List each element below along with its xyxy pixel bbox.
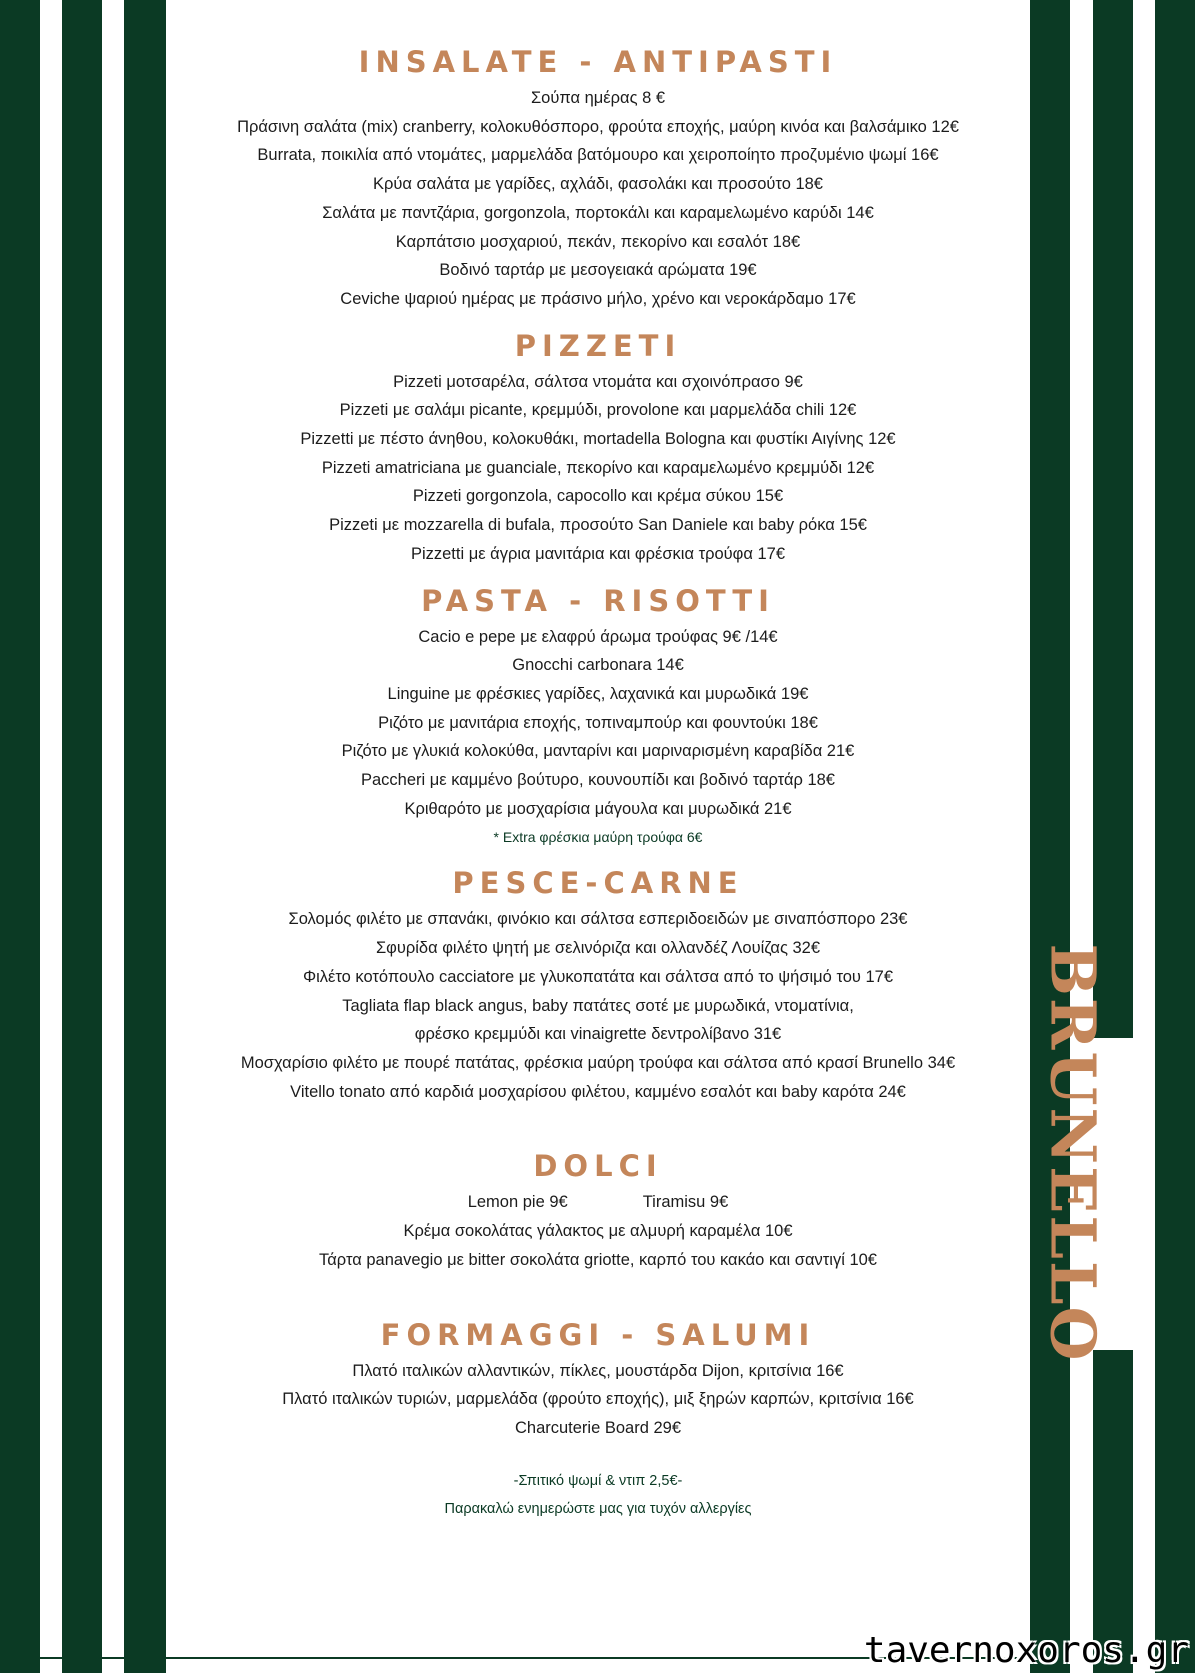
section-title: DOLCI (533, 1149, 663, 1184)
section-pasta (166, 579, 1030, 852)
watermark: tavernoxoros.gr (863, 1630, 1189, 1671)
menu-item: φρέσκο κρεμμύδι και vinaigrette δεντρολίβανο 31€ (414, 1025, 782, 1044)
allergy-note: Παρακαλώ ενημερώστε μας για τυχόν αλλεργίες (444, 1500, 752, 1517)
truffle-note: * Extra φρέσκια μαύρη τρούφα 6€ (493, 829, 703, 846)
dolci-row (166, 1188, 1030, 1217)
menu-item: Pizzeti μοτσαρέλα, σάλτσα ντομάτα και σχοινόπρασο 9€ (393, 372, 803, 391)
menu-item: Σολομός φιλέτο με σπανάκι, φινόκιο και σάλτσα εσπεριδοειδών με σιναπόσπορο 23€ (288, 910, 908, 929)
menu-item: Pizzetti με πέστο άνηθου, κολοκυθάκι, mortadella Bologna και φυστίκι Αιγίνης 12€ (300, 430, 896, 449)
stripe-right-3 (1155, 0, 1195, 1673)
menu-item: Charcuterie Board 29€ (514, 1418, 681, 1437)
menu-item: Pizzeti με mozzarella di bufala, προσούτο San Daniele και baby ρόκα 15€ (329, 516, 867, 535)
section-insalate (166, 40, 1030, 314)
menu-item: Πλατό ιταλικών τυριών, μαρμελάδα (φρούτο εποχής), μιξ ξηρών καρπών, κριτσίνια 16€ (282, 1390, 914, 1409)
section-formaggi (166, 1313, 1030, 1443)
menu-item: Σαλάτα με παντζάρια, gorgonzola, πορτοκάλι και καραμελωμένο καρύδι 14€ (322, 203, 874, 222)
menu-item: Pizzeti amatriciana με guanciale, πεκορίνο και καραμελωμένο κρεμμύδι 12€ (321, 458, 875, 477)
stripe-left-1 (0, 0, 40, 1673)
menu-item: Ριζότο με γλυκιά κολοκύθα, μανταρίνι και μαριναρισμένη καραβίδα 21€ (341, 742, 855, 761)
menu-item: Τάρτα panavegio με bitter σοκολάτα griotte, καρπό του κακάο και σαντιγί 10€ (319, 1250, 877, 1269)
menu-item: Vitello tonato από καρδιά μοσχαρίσου φιλέτου, καμμένο εσαλότ και baby καρότα 24€ (290, 1082, 906, 1101)
menu-item: Κρύα σαλάτα με γαρίδες, αχλάδι, φασολάκι και προσούτο 18€ (373, 175, 823, 194)
menu-item: Linguine με φρέσκιες γαρίδες, λαχανικά και μυρωδικά 19€ (387, 684, 809, 703)
menu-item: Paccheri με καμμένο βούτυρο, κουνουπίδι και βοδινό ταρτάρ 18€ (360, 771, 835, 790)
menu-item: Cacio e pepe με ελαφρύ άρωμα τρούφας 9€ /14€ (418, 627, 778, 646)
menu-item: Gnocchi carbonara 14€ (512, 656, 684, 675)
stripe-left-2 (62, 0, 102, 1673)
stripe-right-1 (1030, 0, 1070, 1673)
menu-item: Burrata, ποικιλία από ντομάτες, μαρμελάδα βατόμουρο και χειροποίητο προζυμένιο ψωμί 16€ (257, 146, 939, 165)
section-dolci (166, 1144, 1030, 1274)
menu-item: Σφυρίδα φιλέτο ψητή με σελινόριζα και ολλανδέζ Λουίζας 32€ (375, 939, 821, 958)
menu-item: Ριζότο με μανιτάρια εποχής, τοπιναμπούρ και φουντούκι 18€ (378, 713, 818, 732)
menu-item: Κριθαρότο με μοσχαρίσια μάγουλα και μυρωδικά 21€ (404, 799, 792, 818)
menu-content (166, 40, 1030, 1523)
menu-item: Pizzeti gorgonzola, capocollo και κρέμα σύκου 15€ (412, 487, 784, 506)
menu-item: Βοδινό ταρτάρ με μεσογειακά αρώματα 19€ (439, 261, 757, 280)
menu-item: Lemon pie 9€ (467, 1193, 568, 1212)
menu-item: Φιλέτο κοτόπουλο cacciatore με γλυκοπατάτα και σάλτσα από το ψήσιμό του 17€ (302, 967, 894, 986)
menu-item: Πράσινη σαλάτα (mix) cranberry, κολοκυθόσπορο, φρούτα εποχής, μαύρη κινόα και βαλσάμικο 12€ (237, 117, 959, 136)
menu-item: Κρέμα σοκολάτας γάλακτος με αλμυρή καραμέλα 10€ (403, 1222, 793, 1241)
section-title: PESCE-CARNE (452, 866, 744, 901)
menu-item: Πλατό ιταλικών αλλαντικών, πίκλες, μουστάρδα Dijon, κριτσίνια 16€ (352, 1361, 844, 1380)
menu-item: Μοσχαρίσιο φιλέτο με πουρέ πατάτας, φρέσκια μαύρη τρούφα και σάλτσα από κρασί Brunello 34€ (240, 1053, 956, 1072)
section-pizzeti (166, 324, 1030, 569)
section-pesce (166, 861, 1030, 1106)
menu-item: Καρπάτσιο μοσχαριού, πεκάν, πεκορίνο και εσαλότ 18€ (395, 232, 801, 251)
menu-item: Pizzetti με άγρια μανιτάρια και φρέσκια τρούφα 17€ (410, 544, 786, 563)
menu-item: Tiramisu 9€ (642, 1193, 729, 1212)
section-title: PASTA - RISOTTI (421, 583, 775, 618)
section-title: INSALATE - ANTIPASTI (358, 45, 838, 79)
brand-logo: BRUNELLO (1036, 943, 1110, 1363)
section-title: FORMAGGI - SALUMI (380, 1317, 816, 1352)
bread-note: -Σπιτικό ψωμί & ντιπ 2,5€- (513, 1472, 683, 1489)
section-title: PIZZETI (514, 328, 682, 363)
menu-item: Tagliata flap black angus, baby πατάτες σοτέ με μυρωδικά, ντοματίνια, (342, 996, 854, 1015)
menu-item: Σούπα ημέρας 8 € (530, 89, 666, 107)
stripe-left-3 (124, 0, 166, 1673)
stripe-right-2 (1093, 0, 1133, 1673)
menu-item: Pizzeti με σαλάμι picante, κρεμμύδι, provolone και μαρμελάδα chili 12€ (339, 401, 857, 420)
menu-item: Ceviche ψαριού ημέρας με πράσινο μήλο, χρένο και νεροκάρδαμο 17€ (340, 289, 856, 308)
